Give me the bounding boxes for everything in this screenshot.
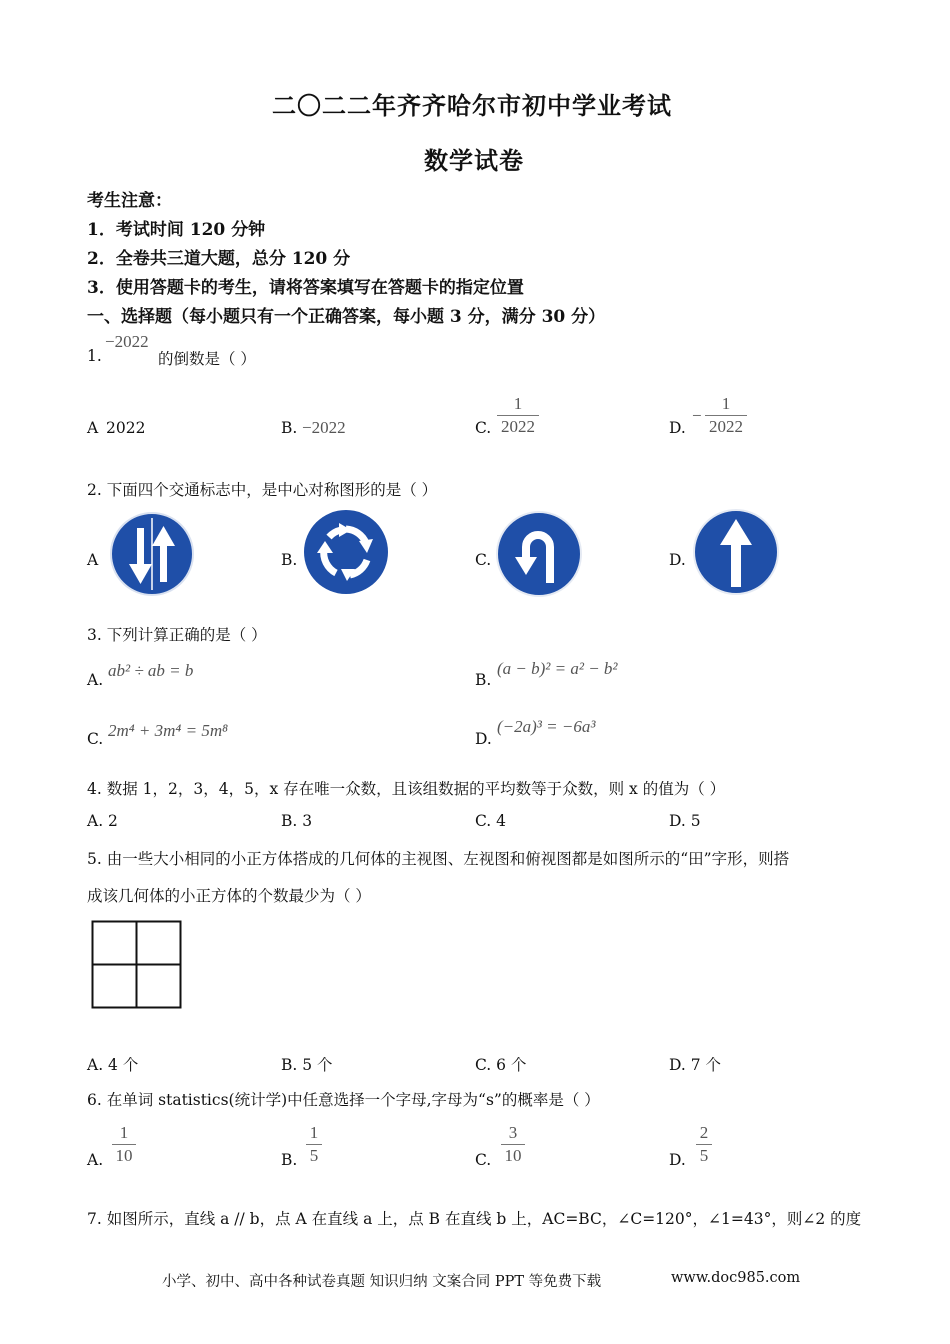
q1-stem: 的倒数是（ ）	[158, 350, 256, 368]
q2-option-a-label: A	[87, 551, 99, 569]
q3-option-c-expr: 2m⁴ + 3m⁴ = 5m⁸	[108, 721, 229, 740]
q1-option-a-value: 2022	[106, 419, 146, 437]
q2-option-c-label: C.	[475, 551, 492, 569]
q6-option-a-label: A.	[87, 1151, 104, 1169]
section-heading: 一、选择题（每小题只有一个正确答案，每小题 3 分，满分 30 分）	[87, 307, 606, 327]
q6-option-b-fraction: 1 5	[306, 1123, 322, 1166]
q3-option-c-label: C.	[87, 730, 104, 748]
q6-option-b-label: B.	[281, 1151, 298, 1169]
q3-stem: 3. 下列计算正确的是（ ）	[87, 626, 267, 644]
q2-stem: 2. 下面四个交通标志中，是中心对称图形的是（ ）	[87, 481, 438, 499]
q3-option-d-expr: (−2a)³ = −6a³	[497, 717, 596, 736]
q1-option-b-value: −2022	[302, 418, 346, 437]
q7-stem: 7. 如图所示，直线 a // b，点 A 在直线 a 上，点 B 在直线 b 上，AC=BC，∠C=120°，∠1=43°，则∠2 的度	[87, 1210, 862, 1228]
q5-stem-line2: 成该几何体的小正方体的个数最少为（ ）	[87, 887, 371, 905]
q1-number: 1.	[87, 347, 102, 365]
q5-stem-line1: 5. 由一些大小相同的小正方体搭成的几何体的主视图、左视图和俯视图都是如图所示的“田”字形，则搭	[87, 850, 790, 868]
exam-title: 二〇二二年齐齐哈尔市初中学业考试	[272, 91, 672, 120]
q4-option-c: C. 4	[475, 812, 507, 830]
q1-option-d-sign: −	[692, 406, 702, 425]
q1-option-b-label: B.	[281, 419, 298, 437]
exam-subtitle: 数学试卷	[424, 146, 524, 175]
q2-option-d-label: D.	[669, 551, 686, 569]
tian-grid-figure	[91, 920, 183, 1010]
q5-option-c: C. 6 个	[475, 1056, 527, 1074]
q1-option-d-label: D.	[669, 419, 686, 437]
q3-option-b-expr: (a − b)² = a² − b²	[497, 659, 618, 678]
q1-option-d-fraction: 1 2022	[705, 394, 747, 437]
q3-option-a-expr: ab² ÷ ab = b	[108, 661, 194, 680]
q6-stem: 6. 在单词 statistics(统计学)中任意选择一个字母,字母为“s”的概率是（ ）	[87, 1091, 600, 1109]
u-turn-sign-icon	[496, 511, 582, 597]
q6-option-a-fraction: 1 10	[112, 1123, 136, 1166]
straight-ahead-sign-icon	[693, 509, 779, 595]
q4-stem: 4. 数据 1，2，3，4，5，x 存在唯一众数，且该组数据的平均数等于众数，则 x 的值为（ ）	[87, 780, 726, 798]
q1-option-c-label: C.	[475, 419, 492, 437]
notice-item-2: 2．全卷共三道大题，总分 120 分	[87, 249, 351, 269]
notice-item-3: 3．使用答题卡的考生，请将答案填写在答题卡的指定位置	[87, 278, 524, 298]
q4-option-b: B. 3	[281, 812, 313, 830]
q5-option-b: B. 5 个	[281, 1056, 333, 1074]
footer-text: 小学、初中、高中各种试卷真题 知识归纳 文案合同 PPT 等免费下载	[162, 1274, 602, 1290]
notice-item-1: 1．考试时间 120 分钟	[87, 220, 266, 240]
q1-option-a-label: A	[87, 419, 99, 437]
q5-option-a: A. 4 个	[87, 1056, 139, 1074]
two-way-traffic-sign-icon	[110, 512, 194, 596]
q3-option-b-label: B.	[475, 671, 492, 689]
q1-expression: −2022	[105, 332, 149, 351]
q1-option-c-fraction: 1 2022	[497, 394, 539, 437]
notice-heading: 考生注意：	[87, 191, 172, 211]
roundabout-sign-icon	[303, 509, 389, 595]
q6-option-d-fraction: 2 5	[696, 1123, 712, 1166]
q4-option-d: D. 5	[669, 812, 701, 830]
q5-option-d: D. 7 个	[669, 1056, 722, 1074]
q6-option-c-label: C.	[475, 1151, 492, 1169]
footer-url[interactable]: www.doc985.com	[671, 1270, 801, 1286]
q6-option-c-fraction: 3 10	[501, 1123, 525, 1166]
q3-option-d-label: D.	[475, 730, 492, 748]
q4-option-a: A. 2	[87, 812, 118, 830]
q6-option-d-label: D.	[669, 1151, 686, 1169]
q2-option-b-label: B.	[281, 551, 298, 569]
q3-option-a-label: A.	[87, 671, 104, 689]
